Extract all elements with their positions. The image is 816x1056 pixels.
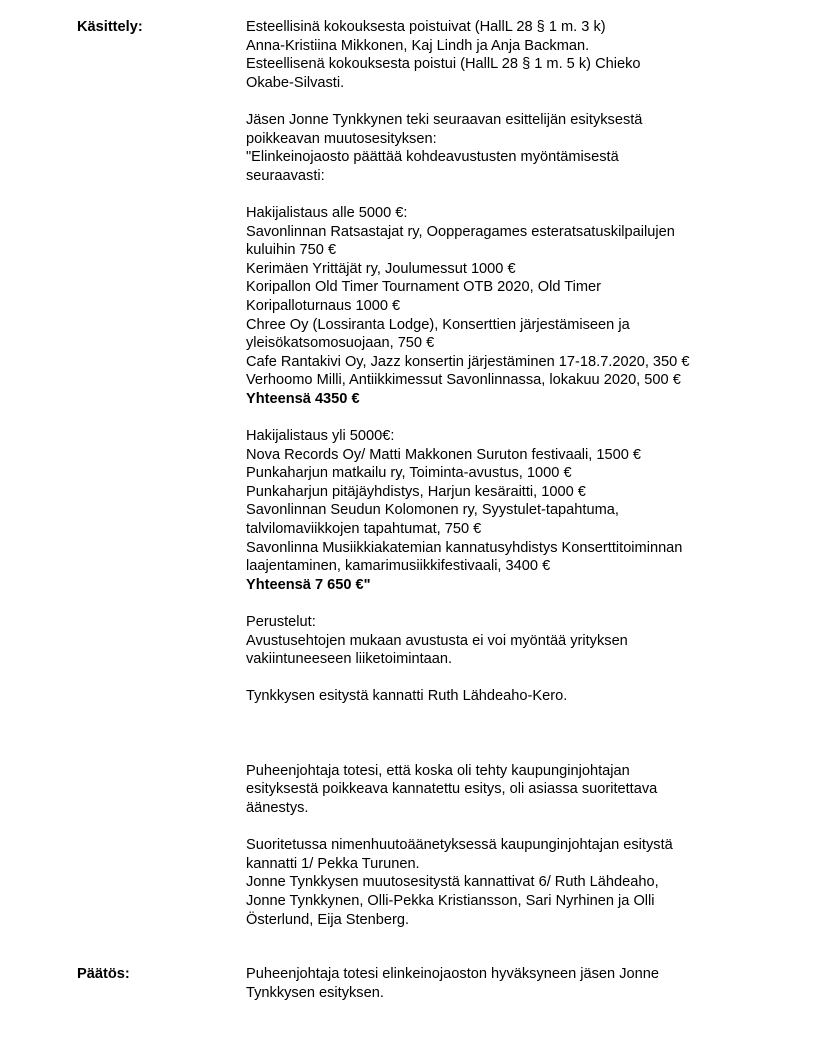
total-over-5000: Yhteensä 7 650 €" (246, 576, 371, 593)
kasittely-content (246, 18, 766, 929)
proposal-intro-paragraph (246, 111, 766, 185)
list-item: Savonlinnan Ratsastajat ry, Oopperagames esteratsatuskilpailujen (246, 223, 675, 240)
text-line: vakiintuneeseen liiketoimintaan. (246, 651, 453, 668)
list-item: Savonlinna Musiikkiakatemian kannatusyhdistys Konserttitoiminnan (246, 539, 683, 556)
text-line: Avustusehtojen mukaan avustusta ei voi myöntää yrityksen (246, 632, 628, 649)
list-item: Koripalloturnaus 1000 € (246, 297, 401, 314)
kasittely-label: Käsittely: (77, 19, 143, 35)
text-line: Suoritetussa nimenhuutoäänetyksessä kaupunginjohtajan esitystä (246, 837, 673, 854)
text-line: Esteellisinä kokouksesta poistuivat (HallL 28 § 1 m. 3 k) (246, 19, 606, 35)
text-line: Jonne Tynkkysen muutosesitystä kannattivat 6/ Ruth Lähdeaho, (246, 874, 659, 891)
text-line: Okabe-Silvasti. (246, 74, 345, 91)
support-statement: Tynkkysen esitystä kannatti Ruth Lähdeaho-Kero. (246, 688, 568, 705)
paatos-label: Päätös: (77, 966, 130, 982)
list-item: Savonlinnan Seudun Kolomonen ry, Syystulet-tapahtuma, (246, 502, 619, 519)
list-item: Kerimäen Yrittäjät ry, Joulumessut 1000 € (246, 260, 516, 277)
text-line: Puheenjohtaja totesi elinkeinojaoston hyväksyneen jäsen Jonne (246, 966, 659, 982)
total-under-5000: Yhteensä 4350 € (246, 390, 360, 407)
list-item: talvilomaviikkojen tapahtumat, 750 € (246, 521, 482, 538)
text-line: Tynkkysen esityksen. (246, 984, 384, 1001)
list-item: kuluihin 750 € (246, 242, 337, 259)
vote-paragraph (246, 836, 766, 929)
paatos-content (246, 965, 766, 1002)
text-line: Anna-Kristiina Mikkonen, Kaj Lindh ja Anja Backman. (246, 37, 590, 54)
text-line: "Elinkeinojaosto päättää kohdeavustusten myöntämisestä (246, 149, 619, 166)
list-heading: Hakijalistaus yli 5000€: (246, 428, 395, 445)
text-line: Perustelut: (246, 614, 316, 630)
list-item: Koripallon Old Timer Tournament OTB 2020, Old Timer (246, 279, 601, 296)
text-line: Österlund, Eija Stenberg. (246, 911, 410, 928)
text-line: seuraavasti: (246, 167, 325, 184)
text-line: äänestys. (246, 799, 309, 816)
applicants-over-5000-list (246, 427, 766, 594)
chair-paragraph (246, 762, 766, 818)
text-line: poikkeavan muutosesityksen: (246, 130, 437, 147)
text-line: Puheenjohtaja totesi, että koska oli tehty kaupunginjohtajan (246, 762, 630, 779)
list-item: Punkaharjun matkailu ry, Toiminta-avustus, 1000 € (246, 465, 572, 482)
justification-paragraph (246, 613, 766, 669)
list-item: Nova Records Oy/ Matti Makkonen Suruton festivaali, 1500 € (246, 446, 642, 463)
list-item: Verhoomo Milli, Antiikkimessut Savonlinnassa, lokakuu 2020, 500 € (246, 372, 681, 389)
text-line: esityksestä poikkeava kannatettu esitys, oli asiassa suoritettava (246, 781, 658, 798)
list-item: Cafe Rantakivi Oy, Jazz konsertin järjestäminen 17-18.7.2020, 350 € (246, 353, 690, 370)
applicants-under-5000-list (246, 204, 766, 409)
list-item: laajentaminen, kamarimusiikkifestivaali, 3400 € (246, 558, 551, 575)
list-heading: Hakijalistaus alle 5000 €: (246, 204, 408, 221)
list-item: Punkaharjun pitäjäyhdistys, Harjun kesäraitti, 1000 € (246, 483, 586, 500)
list-item: Chree Oy (Lossiranta Lodge), Konserttien järjestämiseen ja (246, 316, 630, 333)
text-line: Jäsen Jonne Tynkkynen teki seuraavan esittelijän esityksestä (246, 111, 643, 128)
text-line: Esteellisenä kokouksesta poistui (HallL 28 § 1 m. 5 k) Chieko (246, 56, 641, 73)
text-line: Jonne Tynkkynen, Olli-Pekka Kristiansson, Sari Nyrhinen ja Olli (246, 892, 655, 909)
text-line: kannatti 1/ Pekka Turunen. (246, 855, 420, 872)
recusal-paragraph (246, 18, 766, 92)
list-item: yleisökatsomosuojaan, 750 € (246, 335, 435, 352)
